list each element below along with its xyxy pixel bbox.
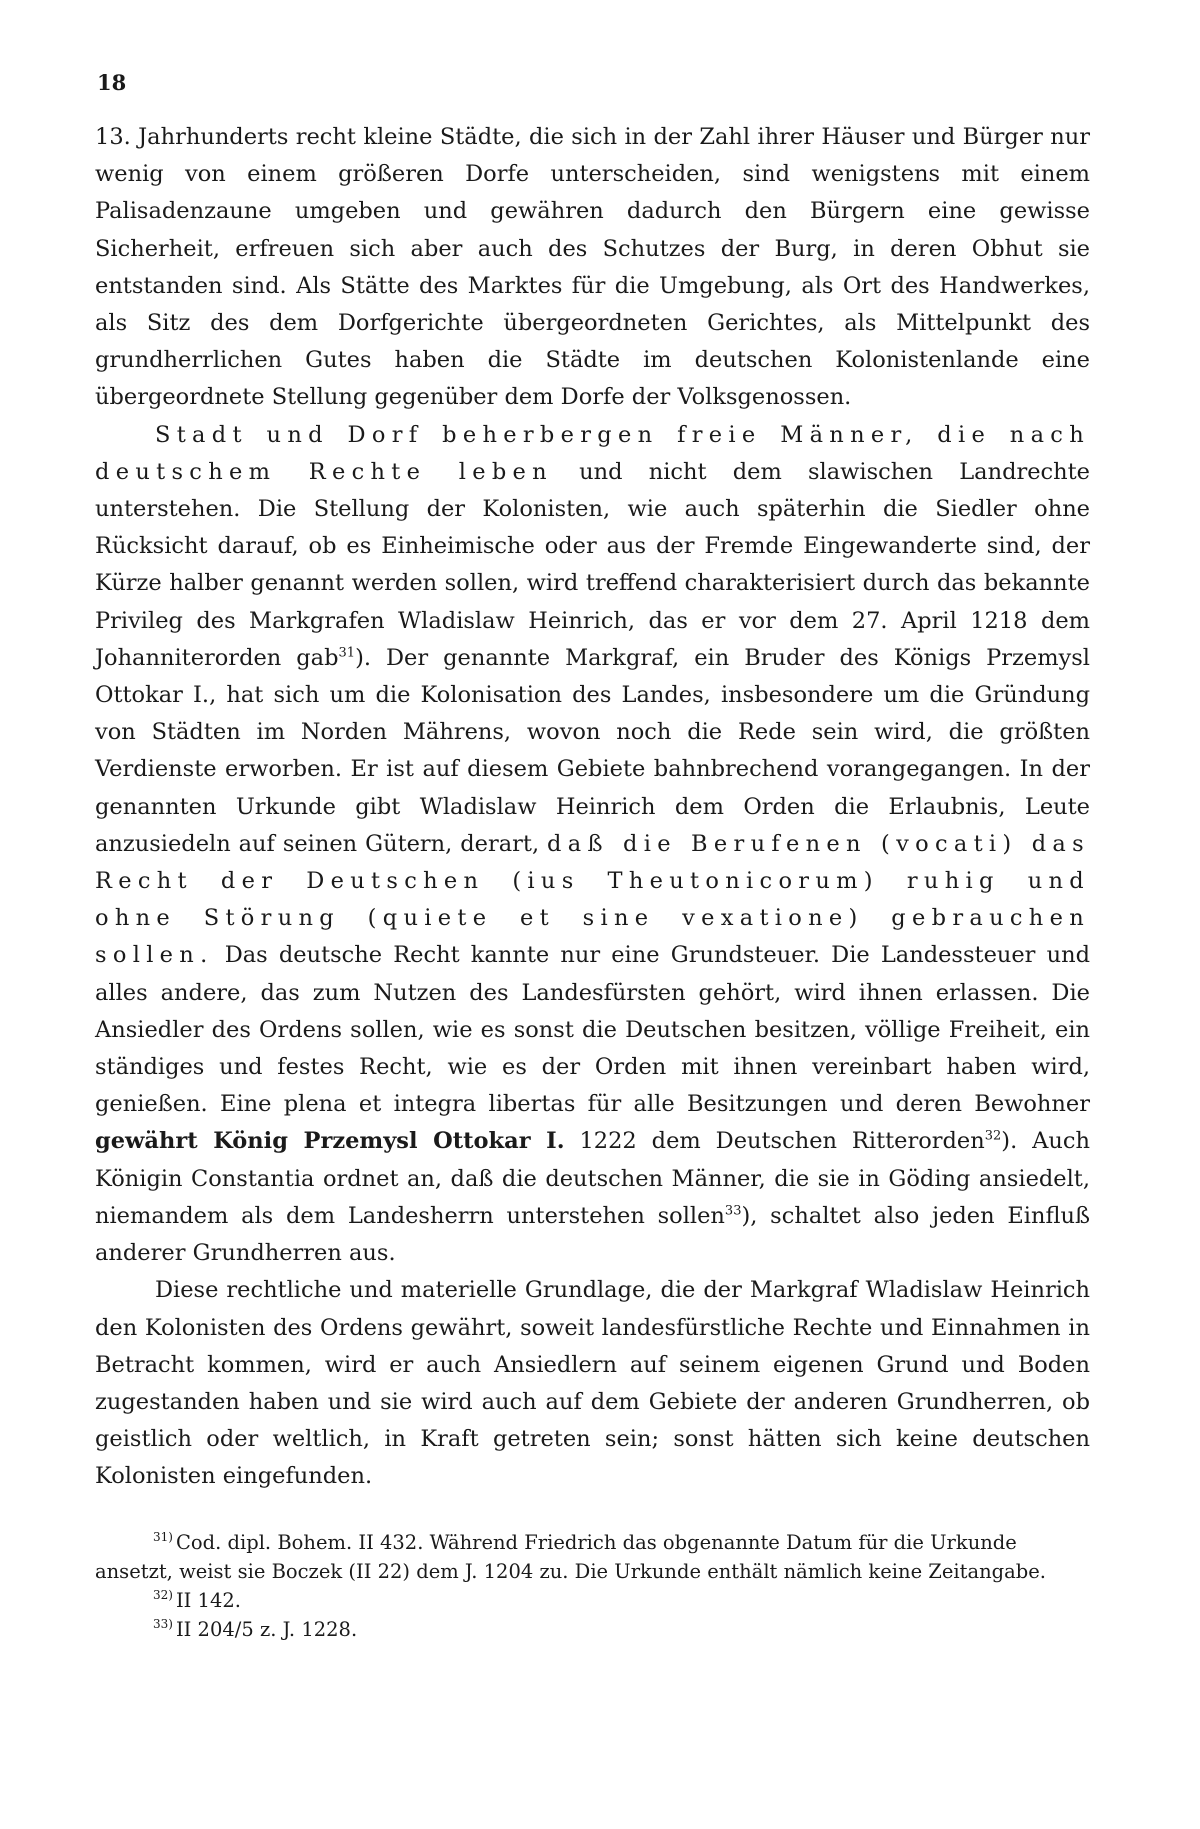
paragraph-2-text-3: Das deutsche Recht kannte nur eine Grundsteuer. Die Landessteuer und alles andere, das zum Nutzen des Landesfürsten gehört, wird ihnen erlassen. Die Ansiedler des Ordens sollen, wie es sonst die Deutschen besitzen, völlige Freiheit, ein ständiges und festes Recht, wie es der Orden mit ihnen vereinbart haben wird, genießen. Eine plena et integra libertas für alle Besitzungen und deren Bewohner: [95, 942, 1090, 1118]
paragraph-3-text: Diese rechtliche und materielle Grundlage, die der Markgraf Wladislaw Heinrich den Kolonisten des Ordens gewährt, soweit landesfürstliche Rechte und Einnahmen in Betracht kommen, wird er auch Ansiedlern auf seinem eigenen Grund und Boden zugestanden haben und sie wird auch auf dem Gebiete der anderen Grundherren, ob geistlich oder weltlich, in Kraft getreten sein; sonst hätten sich keine deutschen Kolonisten eingefunden.: [95, 1277, 1090, 1490]
footnote-32: [95, 1586, 1090, 1615]
bold-emphasis: gewährt König Przemysl Ottokar I.: [95, 1128, 565, 1155]
footnote-33: [95, 1615, 1090, 1644]
footnote-ref-33: 33: [724, 1203, 742, 1219]
paragraph-2-text-6: ), schaltet also jeden Einfluß anderer Grundherren aus.: [95, 1202, 1091, 1267]
footnote-text: II 142.: [175, 1588, 241, 1612]
footnote-mark: 31): [153, 1530, 173, 1545]
footnote-31: [95, 1528, 1090, 1586]
footnote-mark: 33): [153, 1617, 173, 1632]
paragraph-3: [95, 1272, 1090, 1495]
footnote-text: II 204/5 z. J. 1228.: [175, 1617, 358, 1641]
footnote-ref-31: 31: [338, 645, 356, 661]
spaced-emphasis-1: Stadt und Dorf beherbergen freie Männer, die nach deutschem Rechte leben: [95, 421, 1090, 485]
body-text: [95, 119, 1090, 1496]
paragraph-2-text-4: 1222 dem Deutschen Ritterorden: [564, 1128, 985, 1155]
footnotes: [95, 1528, 1090, 1644]
footnote-text: Cod. dipl. Bohem. II 432. Während Friedrich das obgenannte Datum für die Urkunde ansetzt, weist sie Boczek (II 22) dem J. 1204 zu. Die Urkunde enthält nämlich keine Zeitangabe.: [95, 1530, 1046, 1583]
spaced-emphasis-2: daß die Berufenen (vocati) das Recht der Deutschen (ius Theutonicorum) ruhig und ohne Störung (quiete et sine vexatione) gebrauchen sollen.: [95, 830, 1090, 969]
paragraph-1: [95, 119, 1090, 417]
page-number: 18: [97, 70, 127, 95]
footnote-mark: 32): [153, 1588, 173, 1603]
paragraph-2-text-5: ). Auch Königin Constantia ordnet an, daß die deutschen Männer, die sie in Göding ansiedelt, niemandem als dem Landesherrn unterstehen sollen: [95, 1128, 1090, 1229]
footnote-ref-32: 32: [984, 1128, 1002, 1144]
paragraph-2-text-2: ). Der genannte Markgraf, ein Bruder des Königs Przemysl Ottokar I., hat sich um die Kolonisation des Landes, insbesondere um die Gründung von Städten im Norden Mährens, wovon noch die Rede sein wird, die größten Verdienste erworben. Er ist auf diesem Gebiete bahnbrechend vorangegangen. In der genannten Urkunde gibt Wladislaw Heinrich dem Orden die Erlaubnis, Leute anzusiedeln auf seinen Gütern, derart,: [95, 644, 1091, 857]
paragraph-2: [95, 417, 1090, 1273]
paragraph-1-text: 13. Jahrhunderts recht kleine Städte, die sich in der Zahl ihrer Häuser und Bürger nur wenig von einem größeren Dorfe unterscheiden, sind wenigstens mit einem Palisadenzaune umgeben und gewähren dadurch den Bürgern eine gewisse Sicherheit, erfreuen sich aber auch des Schutzes der Burg, in deren Obhut sie entstanden sind. Als Stätte des Marktes für die Umgebung, als Ort des Handwerkes, als Sitz des dem Dorfgerichte übergeordneten Gerichtes, als Mittelpunkt des grundherrlichen Gutes haben die Städte im deutschen Kolonistenlande eine übergeordnete Stellung gegenüber dem Dorfe der Volksgenossen.: [95, 124, 1090, 411]
paragraph-2-text-1: und nicht dem slawischen Landrechte unterstehen. Die Stellung der Kolonisten, wie auch späterhin die Siedler ohne Rücksicht darauf, ob es Einheimische oder aus der Fremde Eingewanderte sind, der Kürze halber genannt werden sollen, wird treffend charakterisiert durch das bekannte Privileg des Markgrafen Wladislaw Heinrich, das er vor dem 27. April 1218 dem Johanniterorden gab: [95, 458, 1090, 671]
